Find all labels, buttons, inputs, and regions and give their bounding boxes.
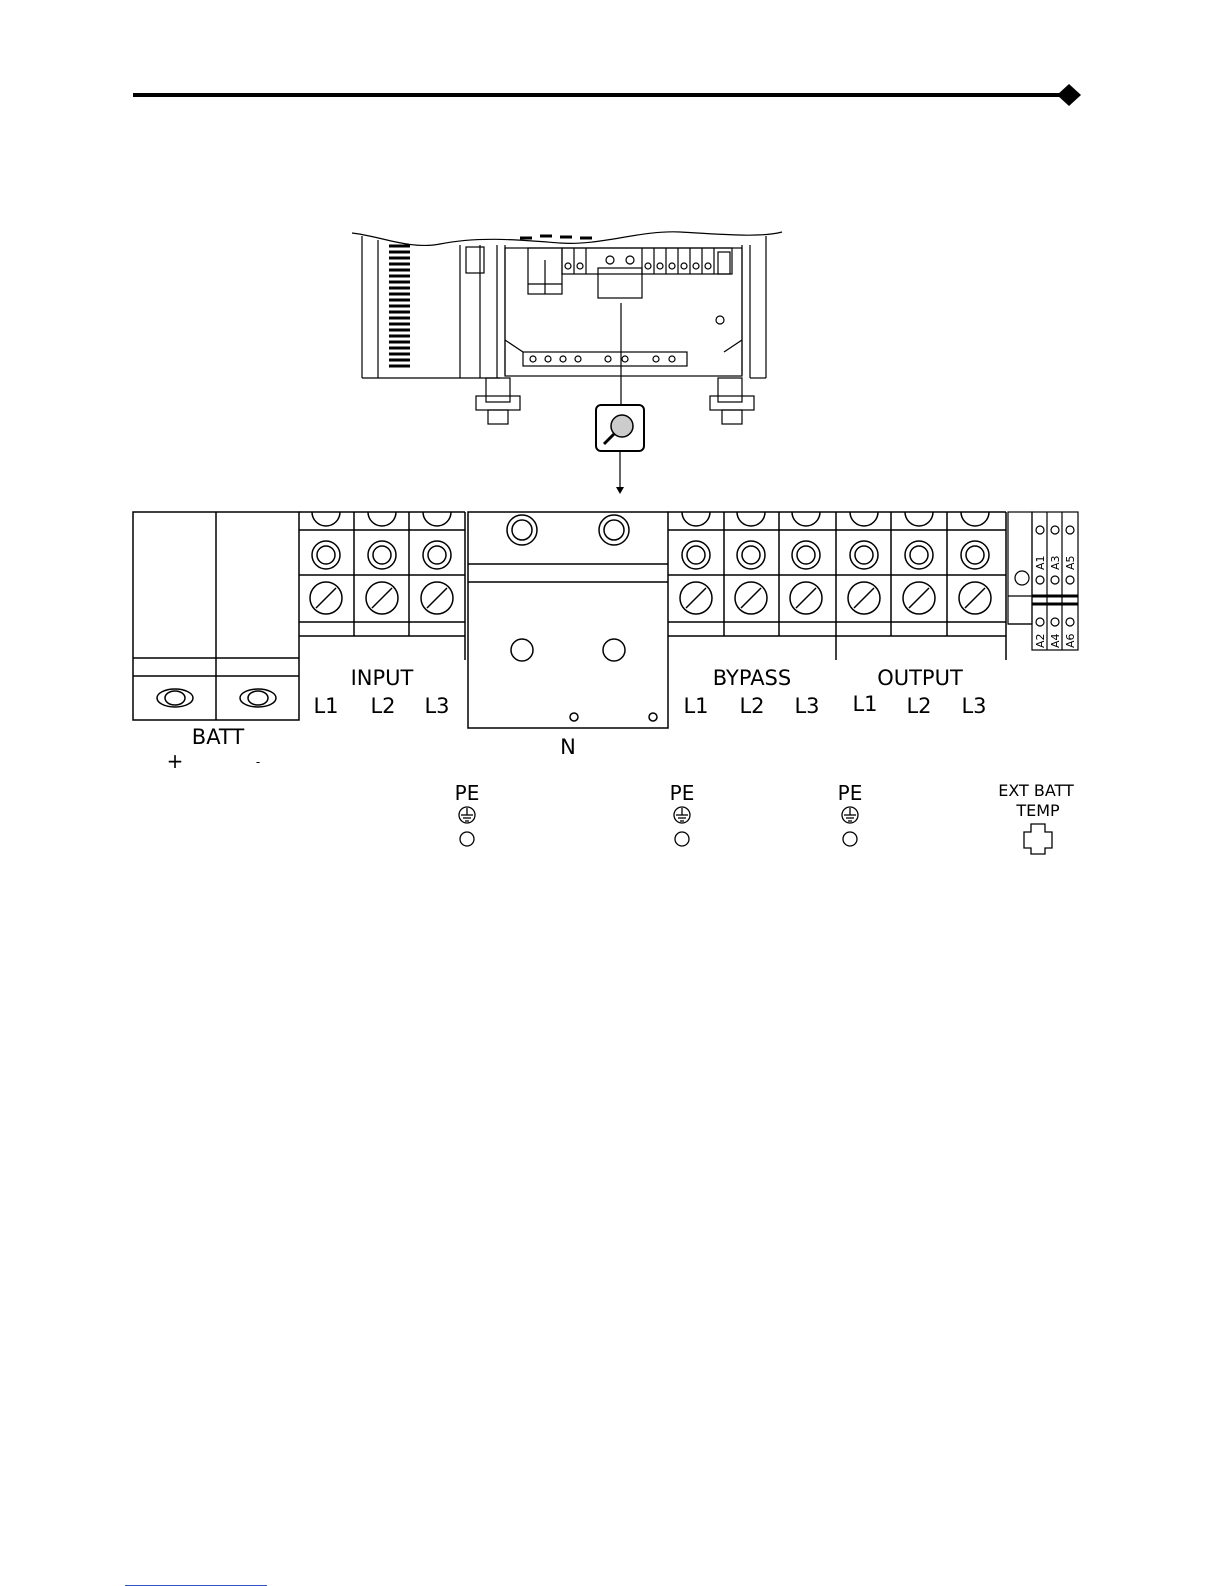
aux-label-a3: A3 — [1049, 555, 1062, 570]
earth-ground-icon — [674, 807, 690, 823]
batt-label: BATT — [191, 725, 245, 749]
cabinet-drawing — [352, 232, 782, 424]
neutral-terminal-block — [468, 512, 668, 728]
input-terminal-block — [299, 512, 465, 660]
pe-stud — [675, 832, 689, 846]
aux-label-a1: A1 — [1034, 555, 1047, 570]
pe-terminal-3 — [838, 781, 863, 846]
battery-terminal-block — [133, 512, 299, 720]
bypass-l3-label: L3 — [794, 694, 820, 718]
magnifier-icon — [596, 303, 644, 494]
pe-stud — [843, 832, 857, 846]
pe-label: PE — [454, 781, 480, 805]
aux-label-a5: A5 — [1064, 555, 1077, 570]
output-l1-label: L1 — [852, 692, 878, 716]
ext-batt-temp-port — [998, 781, 1074, 854]
header-rule — [133, 84, 1081, 106]
pe-terminal-1 — [455, 781, 480, 846]
ext-batt-temp-label-line1: EXT BATT — [998, 781, 1074, 800]
input-l1-label: L1 — [313, 694, 339, 718]
aux-label-a4: A4 — [1049, 633, 1062, 648]
batt-plus-label: + — [166, 749, 184, 773]
bypass-label: BYPASS — [712, 666, 792, 690]
ext-batt-temp-label-line2: TEMP — [1016, 801, 1060, 820]
input-label: INPUT — [350, 666, 414, 690]
diamond-icon — [1057, 84, 1081, 106]
output-l3-label: L3 — [961, 694, 987, 718]
batt-minus-label: - — [255, 755, 261, 769]
aux-label-a6: A6 — [1064, 633, 1077, 648]
input-l3-label: L3 — [424, 694, 450, 718]
bypass-terminal-block — [668, 512, 836, 660]
aux-label-a2: A2 — [1034, 633, 1047, 648]
rj-connector-icon — [1024, 824, 1052, 854]
pe-label: PE — [669, 781, 695, 805]
bypass-l1-label: L1 — [683, 694, 709, 718]
neutral-label: N — [560, 735, 576, 759]
output-label: OUTPUT — [877, 666, 963, 690]
earth-ground-icon — [842, 807, 858, 823]
aux-terminal-block — [1008, 512, 1078, 650]
pe-label: PE — [837, 781, 863, 805]
output-l2-label: L2 — [906, 694, 932, 718]
bypass-l2-label: L2 — [739, 694, 765, 718]
output-terminal-block — [836, 512, 1006, 660]
pe-terminal-2 — [670, 781, 695, 846]
input-l2-label: L2 — [370, 694, 396, 718]
earth-ground-icon — [459, 807, 475, 823]
pe-stud — [460, 832, 474, 846]
